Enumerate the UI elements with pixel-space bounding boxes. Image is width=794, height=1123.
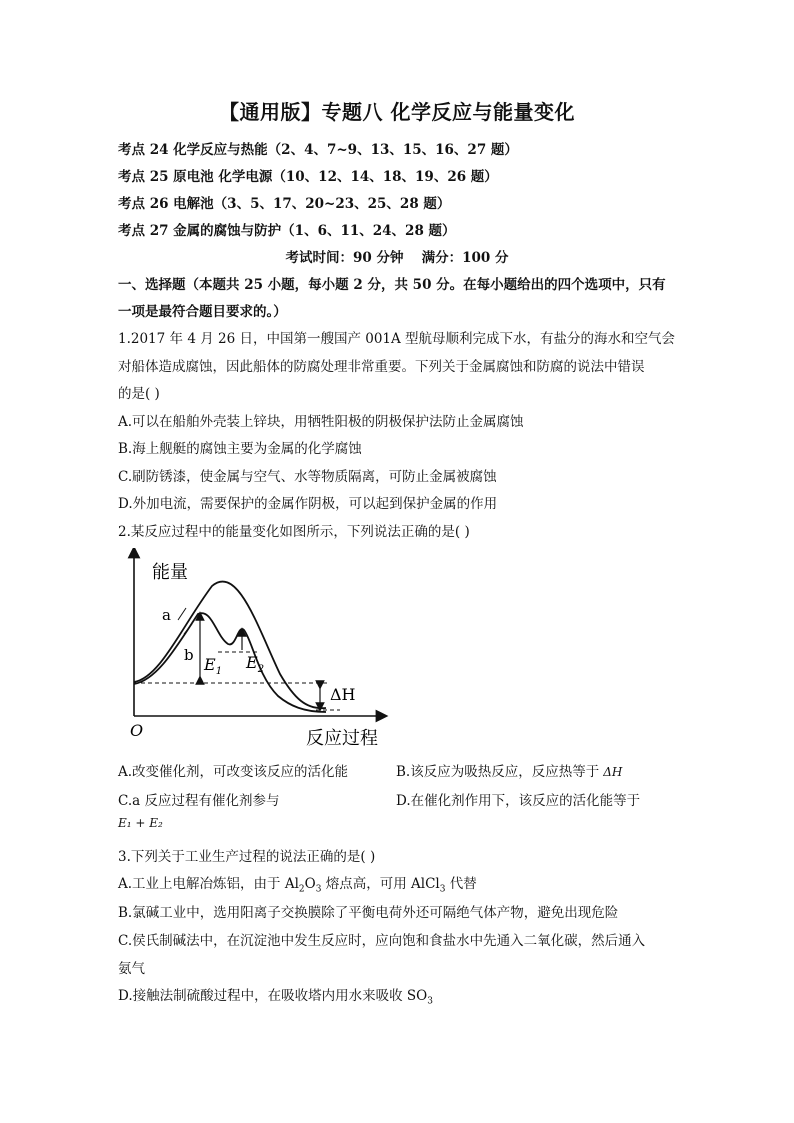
e1-label: $E_1$	[204, 655, 223, 677]
q3-option-c-line1: C.侯氏制碱法中，在沉淀池中发生反应时，应向饱和食盐水中先通入二氧化碳，然后通入	[118, 933, 646, 949]
x-axis-label: 反应过程	[306, 728, 378, 749]
page-title: 【通用版】专题八 化学反应与能量变化	[219, 100, 575, 124]
q2-option-b	[396, 760, 622, 780]
energy-diagram	[120, 548, 400, 753]
q3-a-sub1: 2	[298, 884, 305, 895]
q1-option-b: B.海上舰艇的腐蚀主要为金属的化学腐蚀	[118, 441, 362, 457]
q3-a-sub2: 3	[315, 884, 322, 895]
kaodian-24: 考点 24 化学反应与热能（2、4、7~9、13、15、16、27 题）	[118, 142, 518, 158]
q1-option-d: D.外加电流，需要保护的金属作阴极，可以起到保护金属的作用	[118, 496, 498, 512]
q3-stem: 3.下列关于工业生产过程的说法正确的是( )	[118, 849, 376, 865]
exam-info: 考试时间：90 分钟 满分：100 分	[285, 250, 509, 266]
kaodian-25: 考点 25 原电池 化学电源（10、12、14、18、19、26 题）	[118, 169, 498, 185]
q1-option-a: A.可以在船舶外壳装上锌块，用牺牲阳极的阴极保护法防止金属腐蚀	[118, 414, 524, 430]
origin-label: O	[130, 721, 144, 740]
q1-stem-3: 的是( )	[118, 386, 160, 402]
q3-a-mid: O	[304, 876, 316, 892]
q3-a-pre: A.工业上电解冶炼铝，由于 Al	[118, 876, 299, 892]
q3-option-a	[118, 872, 477, 895]
q3-a-sub3: 3	[439, 884, 446, 895]
kaodian-26: 考点 26 电解池（3、5、17、20~23、25、28 题）	[118, 196, 451, 212]
curve-a-label: a	[162, 606, 171, 624]
q2-option-d-continuation: E₁ + E₂	[118, 816, 163, 830]
q1-option-c: C.刷防锈漆，使金属与空气、水等物质隔离，可防止金属被腐蚀	[118, 469, 497, 485]
q2-option-b-math: ΔH	[603, 765, 623, 779]
section-heading-line1: 一、选择题（本题共 25 小题，每小题 2 分，共 50 分。在每小题给出的四个选项中，只有	[118, 277, 666, 293]
section-heading-line2: 一项是最符合题目要求的。）	[118, 304, 287, 320]
y-axis-label: 能量	[152, 562, 188, 583]
q3-d-sub: 3	[427, 996, 433, 1007]
curve-b-label: b	[184, 646, 194, 664]
q1-stem-2: 对船体造成腐蚀，因此船体的防腐处理非常重要。下列关于金属腐蚀和防腐的说法中错误	[118, 359, 645, 375]
label-a-pointer	[178, 608, 186, 620]
q3-option-d	[118, 984, 433, 1007]
q3-a-post: 代替	[445, 876, 477, 892]
q3-option-c-line2: 氨气	[118, 961, 145, 977]
q2-option-d: D.在催化剂作用下，该反应的活化能等于	[396, 793, 641, 809]
q2-option-a: A.改变催化剂，可改变该反应的活化能	[118, 764, 349, 780]
q2-stem: 2.某反应过程中的能量变化如图所示，下列说法正确的是( )	[118, 524, 470, 540]
q3-option-b: B.氯碱工业中，选用阳离子交换膜除了平衡电荷外还可隔绝气体产物，避免出现危险	[118, 905, 619, 921]
kaodian-27: 考点 27 金属的腐蚀与防护（1、6、11、24、28 题）	[118, 223, 456, 239]
q3-a-mid2: 熔点高，可用 AlCl	[321, 876, 440, 892]
q2-option-b-text: B.该反应为吸热反应，反应热等于	[396, 764, 600, 780]
e2-label: $E_2$	[246, 653, 265, 675]
q2-option-c: C.a 反应过程有催化剂参与	[118, 793, 280, 809]
q3-d-pre: D.接触法制硫酸过程中，在吸收塔内用水来吸收 SO	[118, 988, 428, 1004]
q1-stem-1: 1.2017 年 4 月 26 日，中国第一艘国产 001A 型航母顺利完成下水，有盐分的海水和空气会	[118, 331, 676, 347]
delta-h-label: ΔH	[330, 685, 356, 704]
